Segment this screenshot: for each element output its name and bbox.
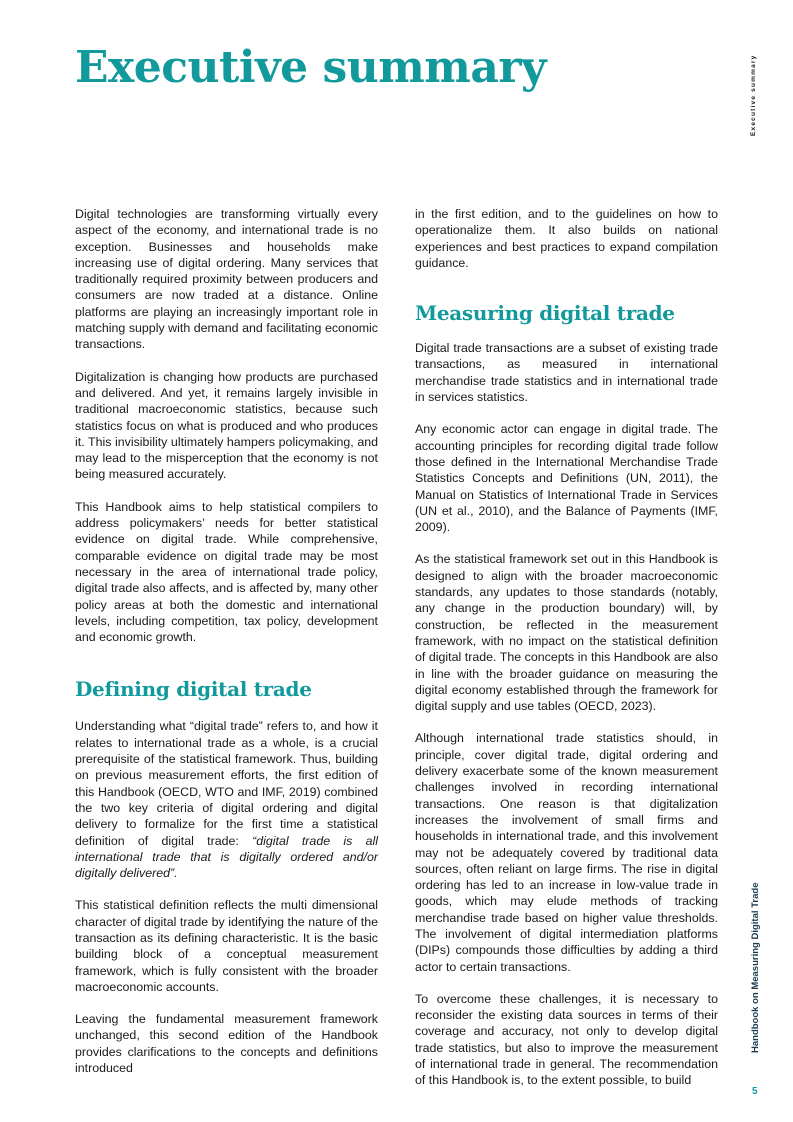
paragraph-with-quote [75, 718, 378, 881]
page-number: 5 [752, 1086, 758, 1097]
paragraph: Digital trade transactions are a subset of existing trade transactions, as measured in international merchandise trade statistics and in international trade in services statistics. [415, 341, 718, 405]
running-head: Executive summary [750, 54, 757, 136]
definition-quote: “digital trade is all international trade that is digitally ordered and/or digitally delivered”. [75, 833, 378, 881]
paragraph: Digital technologies are transforming virtually every aspect of the economy, and international trade is no exception. Businesses and households make increasing use of digital ordering. Many services that traditionally required proximity between producers and consumers are now traded at a distance. Online platforms are playing an increasingly important role in matching supply with demand and facilitating economic transactions. [75, 207, 378, 352]
paragraph: This Handbook aims to help statistical compilers to address policymakers’ needs for better statistical evidence on digital trade. While comprehensive, comparable evidence on digital trade may be most necessary in the area of international trade policy, digital trade also affects, and is affected by, many other policy areas at both the domestic and international levels, including competition, tax policy, development and economic growth. [75, 499, 378, 645]
paragraph: Digitalization is changing how products are purchased and delivered. And yet, it remains largely invisible in traditional macroeconomic statistics, because such statistics focus on what is produced and who produces it. This invisibility ultimately hampers policymaking, and may lead to the misperception that the economy is not being measured accurately. [75, 369, 378, 482]
book-title-footer: Handbook on Measuring Digital Trade [750, 882, 761, 1053]
page-title: Executive summary [75, 42, 547, 93]
section-heading-defining: Defining digital trade [75, 677, 312, 702]
left-column [75, 206, 378, 1092]
right-column [415, 206, 718, 1105]
paragraph: To overcome these challenges, it is necessary to reconsider the existing data sources in terms of their coverage and accuracy, not only to develop digital trade statistics, but also to improve the measurement of international trade in general. The recommendation of this Handbook is, to the extent possible, to build [415, 991, 718, 1088]
paragraph: This statistical definition reflects the multi dimensional character of digital trade by identifying the nature of the transaction as its defining characteristic. It is the basic building block of a conceptual measurement framework, which is fully consistent with the broader macroeconomic accounts. [75, 898, 378, 994]
paragraph-text: Understanding what “digital trade” refers to, and how it relates to international trade as a whole, is a crucial prerequisite of the statistical framework. Thus, building on previous measurement efforts, the first edition of this Handbook (OECD, WTO and IMF, 2019) combined the two key criteria of digital ordering and digital delivery to formalize for the first time a statistical definition of digital trade: [75, 719, 378, 848]
paragraph: As the statistical framework set out in this Handbook is designed to align with the broader macroeconomic standards, any updates to those standards (notably, any change in the production boundary) will, by construction, be reflected in the measurement framework, with no impact on the statistical definition of digital trade. The concepts in this Handbook are also in line with the broader guidance on measuring the digital economy established through the framework for digital supply and use tables (OECD, 2023). [415, 552, 718, 714]
paragraph: in the first edition, and to the guidelines on how to operationalize them. It also builds on national experiences and best practices to expand compilation guidance. [415, 207, 718, 270]
paragraph: Leaving the fundamental measurement framework unchanged, this second edition of the Handbook provides clarifications to the concepts and definitions introduced [75, 1012, 378, 1076]
paragraph: Although international trade statistics should, in principle, cover digital trade, digital ordering and delivery exacerbate some of the known measurement challenges involved in recording international transactions. One reason is that digitalization increases the involvement of small firms and households in international trade, and this involvement may not be adequately covered by traditional data sources, often reliant on large firms. The rise in digital ordering has led to an increase in low-value trade in goods, which may elude methods of tracking merchandise trade based on higher value thresholds. The involvement of digital intermediation platforms (DIPs) compounds those difficulties by adding a third actor to certain transactions. [415, 731, 718, 974]
paragraph: Any economic actor can engage in digital trade. The accounting principles for recording digital trade follow those defined in the International Merchandise Trade Statistics Concepts and Definitions (UN, 2011), the Manual on Statistics of International Trade in Services (UN et al., 2010), and the Balance of Payments (IMF, 2009). [415, 422, 718, 535]
section-heading-measuring: Measuring digital trade [415, 301, 675, 326]
